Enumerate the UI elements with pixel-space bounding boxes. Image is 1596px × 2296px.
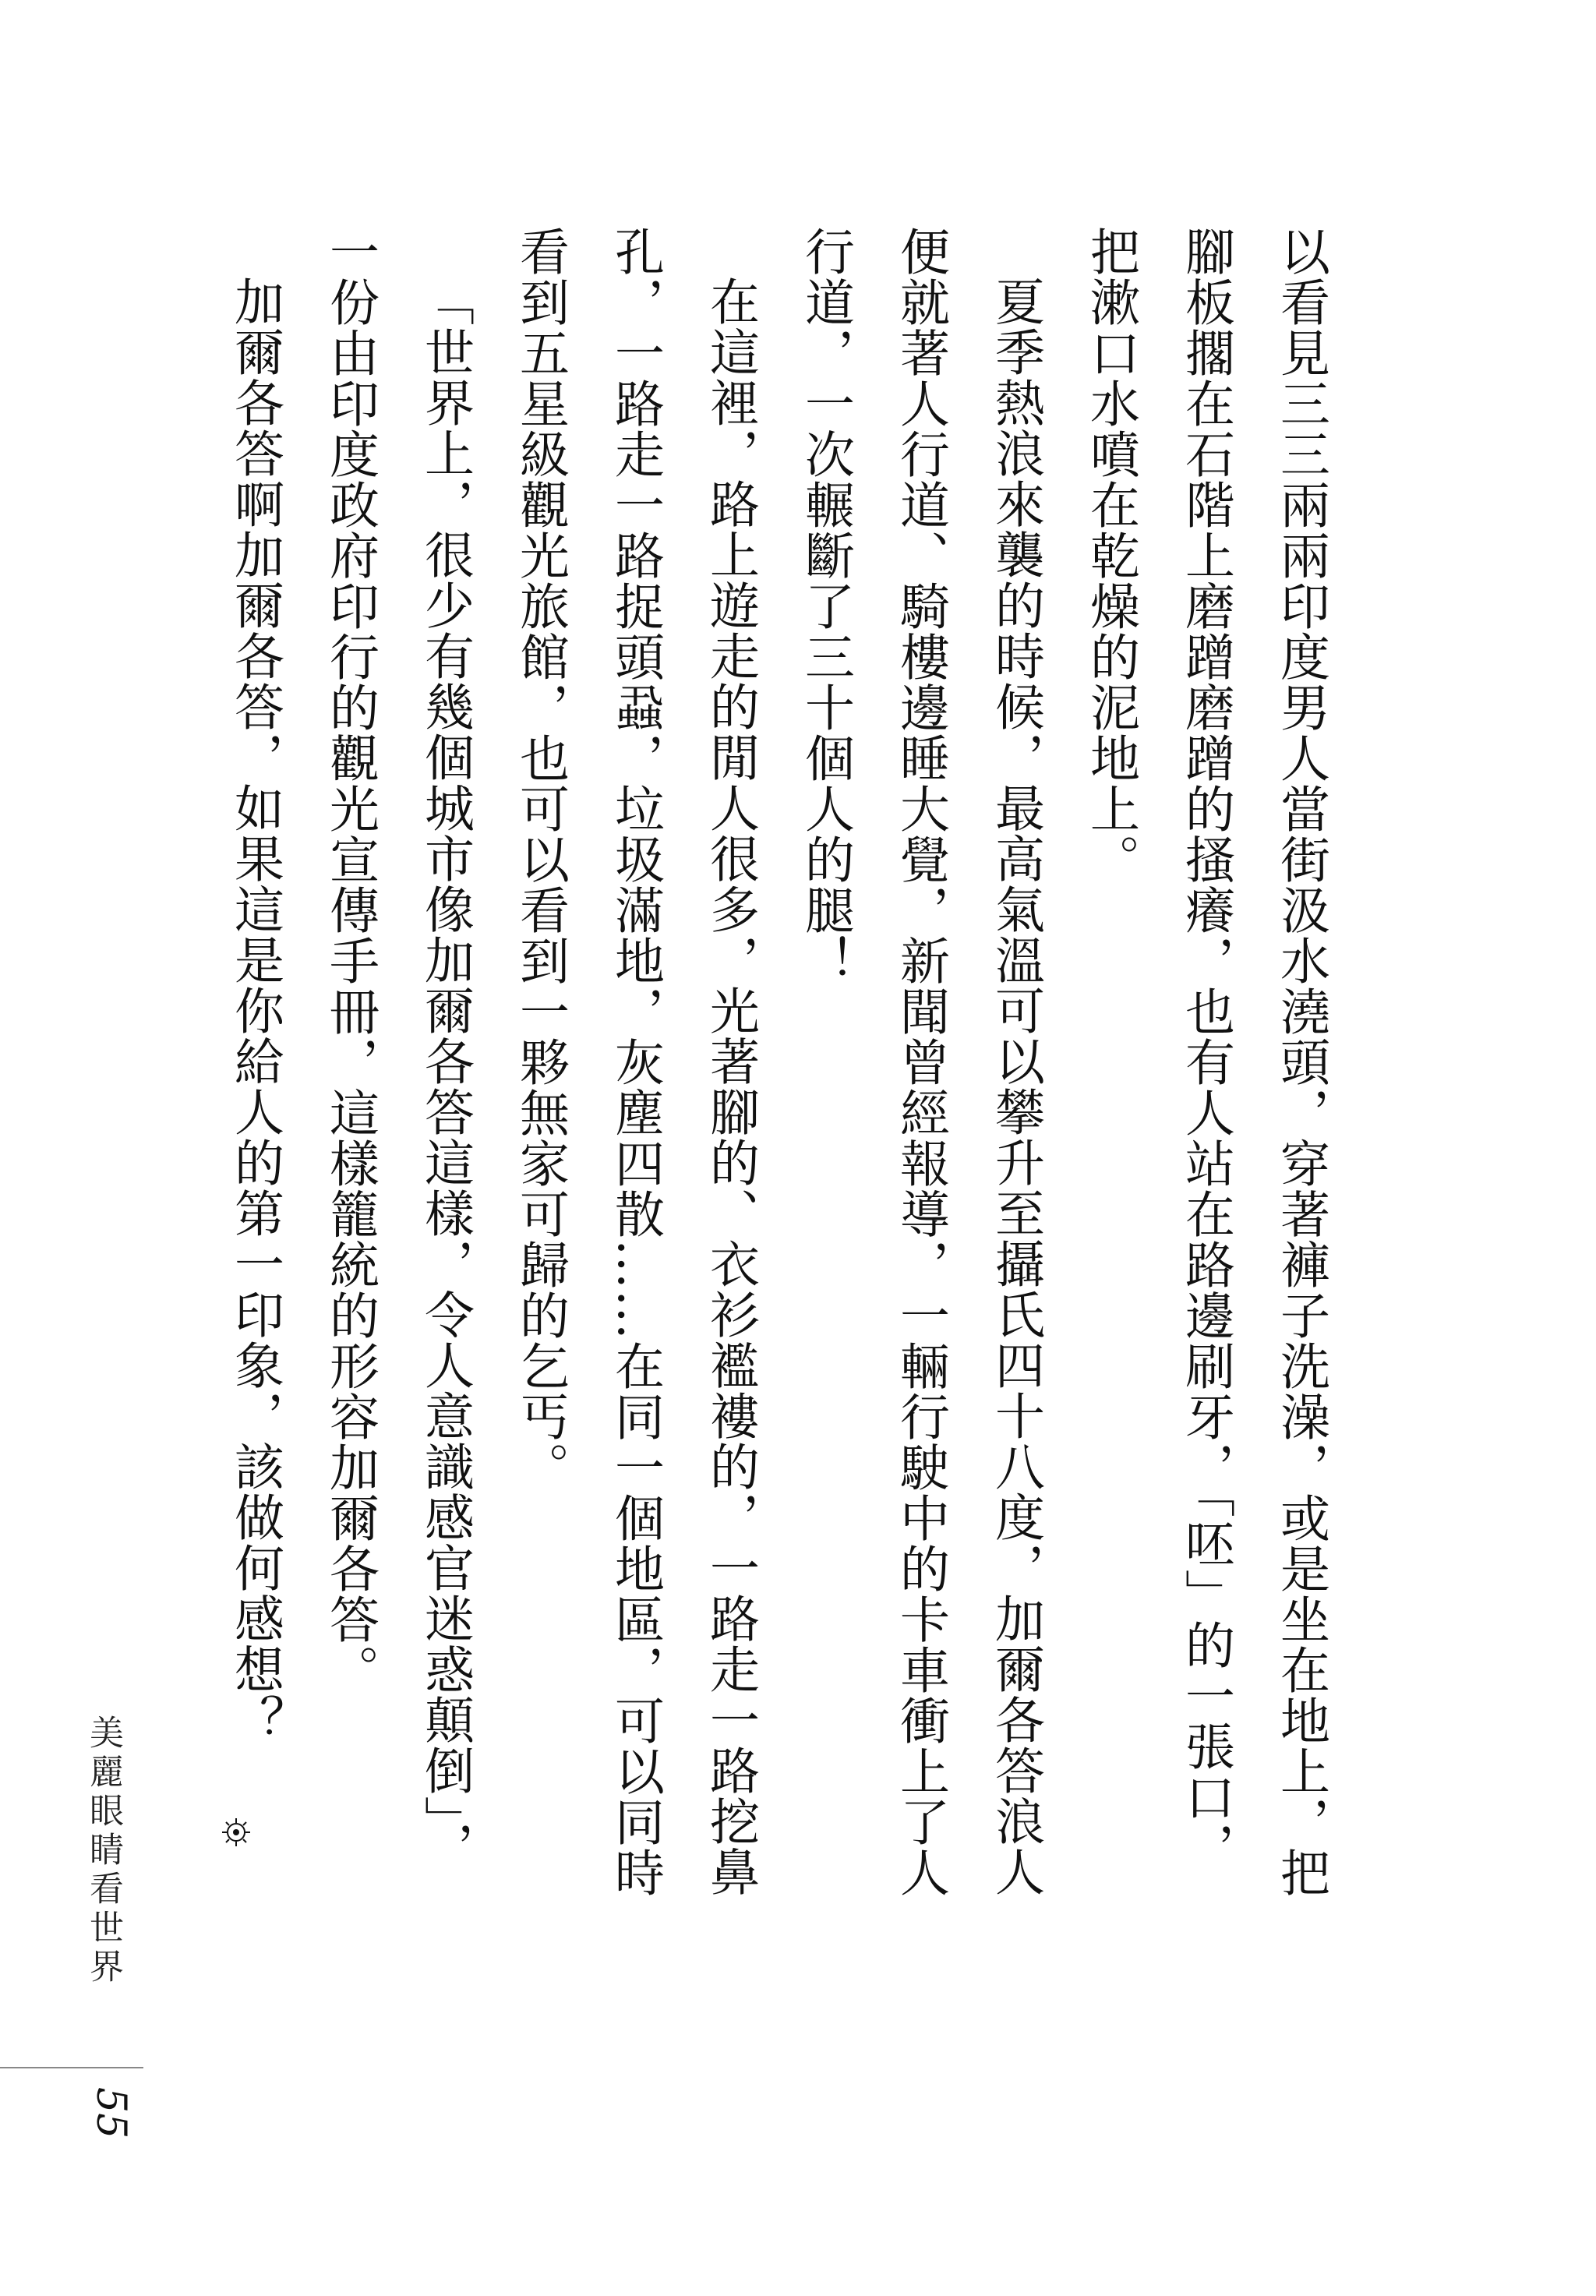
paragraph-last xyxy=(218,226,302,1902)
folio-divider xyxy=(0,2067,143,2068)
section-end-ornament-icon xyxy=(252,1767,284,1798)
paragraph: 夏季熱浪來襲的時候，最高氣溫可以攀升至攝氏四十八度，加爾各答浪人便就著人行道、騎樓邊睡大覺，新聞曾經報導，一輛行駛中的卡車衝上了人行道，一次輾斷了三十個人的腿！ xyxy=(796,226,1044,1898)
paragraph: 以看見三三兩兩印度男人當街汲水澆頭，穿著褲子洗澡，或是坐在地上，把腳板擱在石階上磨蹭磨蹭的搔癢，也有人站在路邊刷牙，「呸」的一張口，把漱口水噴在乾燥的泥地上。 xyxy=(1082,226,1329,1898)
paragraph: 「世界上，很少有幾個城市像加爾各答這樣，令人意識感官迷惑顛倒」，一份由印度政府印行的觀光宣傳手冊，這樣籠統的形容加爾各答。 xyxy=(321,226,474,1872)
paragraph-text: 加爾各答啊加爾各答，如果這是你給人的第一印象，該做何感想？ xyxy=(226,276,284,1745)
body-text xyxy=(218,226,1348,1902)
page-number: 55 xyxy=(87,2087,134,2139)
running-title: 美麗眼睛看世界 xyxy=(83,1715,123,1987)
paragraph: 在這裡，路上遊走的閒人很多，光著腳的、衣衫襤褸的，一路走一路挖鼻孔，一路走一路捉頭蝨，垃圾滿地，灰塵四散……在同一個地區，可以同時看到五星級觀光旅館，也可以看到一夥無家可歸的乞丐。 xyxy=(511,226,759,1898)
